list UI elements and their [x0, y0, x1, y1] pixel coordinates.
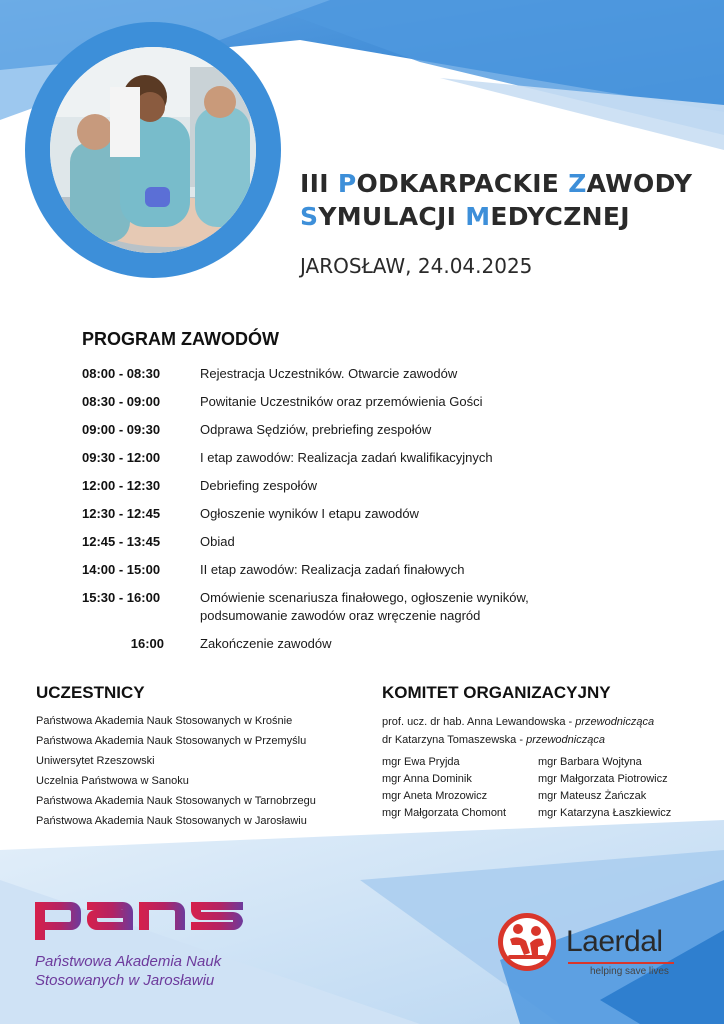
schedule-time: 15:30 - 16:00 [82, 590, 161, 605]
schedule-description-line: Rejestracja Uczestników. Otwarcie zawodów [200, 366, 458, 381]
schedule-description-line: Omówienie scenariusza finałowego, ogłoszenie wyników, [200, 590, 529, 605]
pans-name-line-2: Stosowanych w Jarosławiu [35, 972, 215, 989]
schedule-description-line: Obiad [200, 534, 235, 549]
committee-member: mgr Barbara Wojtyna [538, 756, 642, 768]
schedule-description [200, 533, 235, 551]
participant-item: Państwowa Akademia Nauk Stosowanych w Krośnie [36, 715, 293, 727]
title-text: EDYCZNEJ [490, 202, 630, 231]
event-location-date: JAROSŁAW, 24.04.2025 [300, 254, 533, 278]
laerdal-tagline: helping save lives [590, 966, 669, 977]
participants-list [36, 715, 316, 835]
participant-item: Państwowa Akademia Nauk Stosowanych w Jarosławiu [36, 815, 307, 827]
committee-member: mgr Aneta Mrozowicz [382, 790, 488, 802]
committee-member: mgr Ewa Pryjda [382, 756, 460, 768]
title-initial: S [300, 202, 319, 231]
participant-item: Państwowa Akademia Nauk Stosowanych w Tarnobrzegu [36, 795, 316, 807]
schedule-row [82, 589, 602, 625]
schedule-row [82, 561, 602, 579]
program-heading: PROGRAM ZAWODÓW [82, 329, 279, 349]
schedule-description-line: Odprawa Sędziów, prebriefing zespołów [200, 422, 432, 437]
schedule-description [200, 589, 529, 625]
schedule-description [200, 477, 317, 495]
title-line-1 [300, 167, 692, 200]
schedule-row [82, 533, 602, 551]
title-line-2 [300, 200, 692, 233]
schedule-row [82, 505, 602, 523]
pans-logo [33, 896, 248, 942]
schedule-description [200, 421, 431, 439]
schedule-row [82, 449, 602, 467]
laerdal-underline [568, 962, 674, 964]
schedule-description [200, 449, 493, 467]
schedule-time: 16:00 [130, 636, 164, 651]
schedule-time: 12:00 - 12:30 [82, 478, 161, 493]
chair-name: prof. ucz. dr hab. Anna Lewandowska [382, 716, 566, 728]
title-text: YMULACJI [318, 202, 466, 231]
committee-members [382, 754, 671, 822]
pans-name [35, 952, 221, 990]
chair-separator: - [565, 716, 576, 728]
committee-members-col-1 [382, 754, 538, 822]
schedule-description-line: I etap zawodów: Realizacja zadań kwalifikacyjnych [200, 450, 493, 465]
schedule-description [200, 561, 464, 579]
chair-role: przewodnicząca [526, 734, 605, 746]
laerdal-emblem-icon [496, 911, 558, 973]
schedule-description [200, 393, 483, 411]
program-schedule [82, 365, 602, 663]
schedule-row [82, 393, 602, 411]
schedule-time: 09:00 - 09:30 [82, 422, 161, 437]
participant-item: Uczelnia Państwowa w Sanoku [36, 775, 189, 787]
title-text: AWODY [586, 169, 693, 198]
schedule-description [200, 635, 332, 653]
committee-member: mgr Anna Dominik [382, 773, 472, 785]
schedule-time: 08:30 - 09:00 [82, 394, 161, 409]
schedule-row [82, 477, 602, 495]
schedule-description-line: Powitanie Uczestników oraz przemówienia Gości [200, 394, 483, 409]
title-initial: Z [568, 169, 587, 198]
committee-chairs [382, 713, 654, 749]
committee-member: mgr Katarzyna Łaszkiewicz [538, 807, 672, 819]
chair-name: dr Katarzyna Tomaszewska [382, 734, 517, 746]
schedule-row [82, 365, 602, 383]
title-text: III [300, 169, 338, 198]
schedule-description-line: Zakończenie zawodów [200, 636, 332, 651]
laerdal-name: Laerdal [566, 925, 663, 958]
participants-heading: UCZESTNICY [36, 683, 145, 702]
committee-member: mgr Małgorzata Chomont [382, 807, 507, 819]
schedule-time: 08:00 - 08:30 [82, 366, 161, 381]
pans-name-line-1: Państwowa Akademia Nauk [35, 953, 222, 970]
simulation-photo [50, 47, 256, 253]
committee-members-col-2 [538, 754, 671, 822]
schedule-description-line: podsumowanie zawodów oraz wręczenie nagród [200, 608, 481, 623]
schedule-description-line: II etap zawodów: Realizacja zadań finałowych [200, 562, 465, 577]
chair-separator: - [516, 734, 527, 746]
schedule-time: 14:00 - 15:00 [82, 562, 161, 577]
schedule-time: 12:45 - 13:45 [82, 534, 161, 549]
committee-member: mgr Małgorzata Piotrowicz [538, 773, 668, 785]
title-text: ODKARPACKIE [356, 169, 569, 198]
committee-member: mgr Mateusz Żańczak [538, 790, 647, 802]
event-title [300, 167, 692, 233]
committee-heading: KOMITET ORGANIZACYJNY [382, 683, 611, 702]
schedule-row [82, 635, 602, 653]
header-photo-frame [25, 22, 281, 278]
title-initial: M [465, 202, 491, 231]
schedule-description-line: Debriefing zespołów [200, 478, 318, 493]
schedule-time: 09:30 - 12:00 [82, 450, 161, 465]
title-initial: P [337, 169, 357, 198]
committee-chair [382, 731, 654, 749]
schedule-description [200, 365, 457, 383]
committee-chair [382, 713, 654, 731]
chair-role: przewodnicząca [575, 716, 655, 728]
participant-item: Uniwersytet Rzeszowski [36, 755, 155, 767]
schedule-row [82, 421, 602, 439]
schedule-description [200, 505, 419, 523]
participant-item: Państwowa Akademia Nauk Stosowanych w Przemyślu [36, 735, 307, 747]
schedule-time: 12:30 - 12:45 [82, 506, 161, 521]
schedule-description-line: Ogłoszenie wyników I etapu zawodów [200, 506, 419, 521]
